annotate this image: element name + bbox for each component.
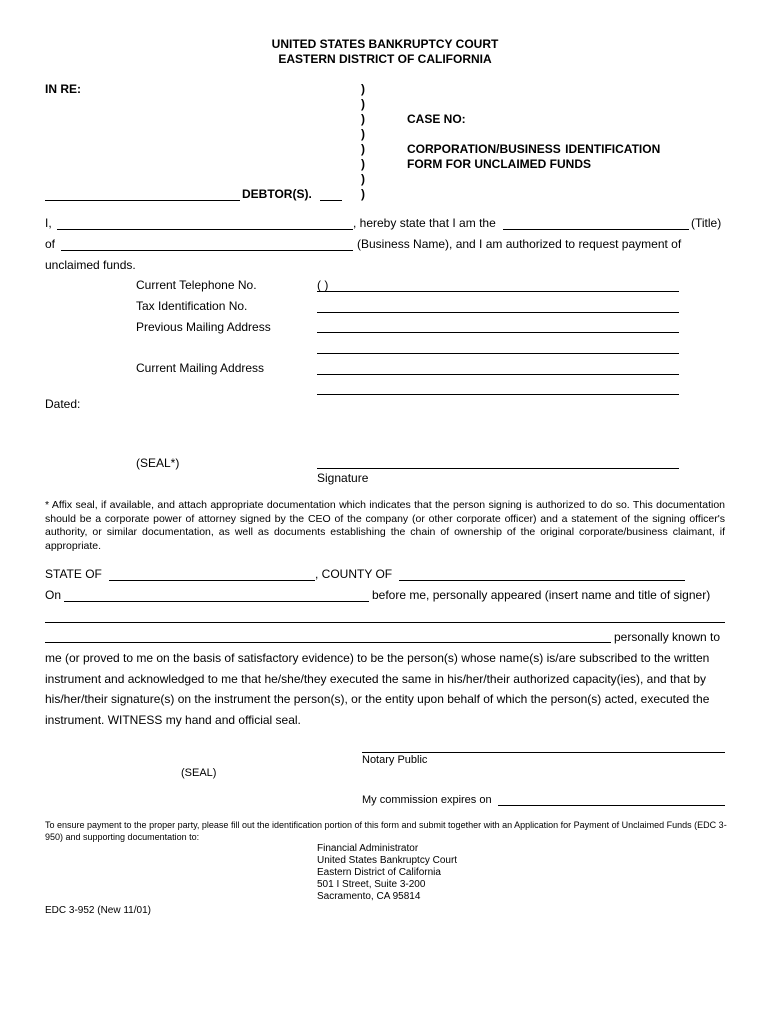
in-re-label: IN RE:: [45, 82, 81, 96]
notary-public-label: Notary Public: [362, 754, 428, 766]
state-field[interactable]: [109, 580, 315, 581]
state-of-label: STATE OF: [45, 567, 102, 581]
address-line: Financial Administrator: [317, 843, 419, 854]
address-line: 501 I Street, Suite 3-200: [317, 879, 426, 890]
form-id: EDC 3-952 (New 11/01): [45, 905, 151, 916]
title-label: (Title): [691, 216, 722, 230]
seal-asterisk-label: (SEAL*): [136, 456, 180, 470]
county-of-label: , COUNTY OF: [315, 567, 393, 581]
signer-name-field-2[interactable]: [45, 642, 611, 643]
paren: ): [361, 142, 365, 156]
before-me-text: before me, personally appeared (insert name and title of signer): [372, 588, 711, 602]
notary-text-line1: me (or proved to me on the basis of satisfactory evidence) to be the person(s) whose name(s) is/are subscribed to the written: [45, 651, 710, 665]
business-name-text: (Business Name), and I am authorized to request payment of: [357, 237, 682, 251]
address-line: Eastern District of California: [317, 867, 441, 878]
unclaimed-funds-text: unclaimed funds.: [45, 258, 136, 272]
of-label: of: [45, 237, 56, 251]
debtors-underline: [320, 200, 342, 201]
previous-address-label: Previous Mailing Address: [136, 320, 271, 334]
commission-expires-label: My commission expires on: [362, 794, 492, 806]
signature-label: Signature: [317, 471, 369, 485]
notary-text-line4: instrument. WITNESS my hand and official seal.: [45, 713, 301, 727]
telephone-field[interactable]: [317, 291, 679, 292]
tax-id-label: Tax Identification No.: [136, 299, 248, 313]
tax-id-field[interactable]: [317, 312, 679, 313]
dated-label: Dated:: [45, 397, 81, 411]
court-title: UNITED STATES BANKRUPTCY COURT: [271, 37, 499, 51]
paren: ): [361, 97, 365, 111]
signature-field[interactable]: [317, 468, 679, 469]
notary-text-line2: instrument and acknowledged to me that he/she/they executed the same in his/her/their authorized capacity(ies), and that by: [45, 672, 707, 686]
paren: ): [361, 187, 365, 201]
telephone-area-code: ( ): [317, 278, 329, 292]
title-field[interactable]: [503, 229, 689, 230]
county-field[interactable]: [399, 580, 685, 581]
seal-footnote: * Affix seal, if available, and attach appropriate documentation which indicates that the person signing is authorized to do so. This documentation should be a corporate power of attorney signed by the CEO of the company (or other corporate officer) and a statement of the signing officer's authority, or similar documentation, as well as documents establishing the chain of ownership of the original corporate/business claimant, if appropriate.: [45, 499, 725, 552]
personally-known-text: personally known to: [614, 630, 721, 644]
district-title: EASTERN DISTRICT OF CALIFORNIA: [278, 52, 492, 66]
address-line: United States Bankruptcy Court: [317, 855, 458, 866]
address-line: Sacramento, CA 95814: [317, 891, 421, 902]
notary-signature-field[interactable]: [362, 752, 725, 753]
debtor-name-line[interactable]: [45, 200, 240, 201]
date-field[interactable]: [64, 601, 369, 602]
previous-address-field-2[interactable]: [317, 353, 679, 354]
paren: ): [361, 172, 365, 186]
paren: ): [361, 157, 365, 171]
paren: ): [361, 82, 365, 96]
paren: ): [361, 112, 365, 126]
case-no-label: CASE NO:: [407, 112, 466, 126]
paren: ): [361, 127, 365, 141]
form-title-line1: CORPORATION/BUSINESS IDENTIFICATION: [407, 142, 661, 156]
notary-text-line3: his/her/their signature(s) on the instrument the person(s), or the entity upon behalf of which the person(s) acted, executed the: [45, 692, 710, 706]
name-field[interactable]: [57, 229, 353, 230]
current-address-field-2[interactable]: [317, 394, 679, 395]
on-label: On: [45, 588, 62, 602]
current-address-label: Current Mailing Address: [136, 361, 265, 375]
i-label: I,: [45, 216, 52, 230]
notary-seal-label: (SEAL): [181, 767, 217, 779]
hereby-text: , hereby state that I am the: [353, 216, 496, 230]
signer-name-field-1[interactable]: [45, 622, 725, 623]
debtors-label: DEBTOR(S).: [242, 187, 312, 201]
form-title-line2: FORM FOR UNCLAIMED FUNDS: [407, 157, 591, 171]
current-address-field-1[interactable]: [317, 374, 679, 375]
telephone-label: Current Telephone No.: [136, 278, 257, 292]
previous-address-field-1[interactable]: [317, 332, 679, 333]
business-name-field[interactable]: [61, 250, 353, 251]
commission-expires-field[interactable]: [498, 805, 725, 806]
submission-instructions: To ensure payment to the proper party, please fill out the identification portion of this form and submit together with an Application for Payment of Unclaimed Funds (EDC 3-950) and supporting documentation to:: [45, 820, 727, 842]
